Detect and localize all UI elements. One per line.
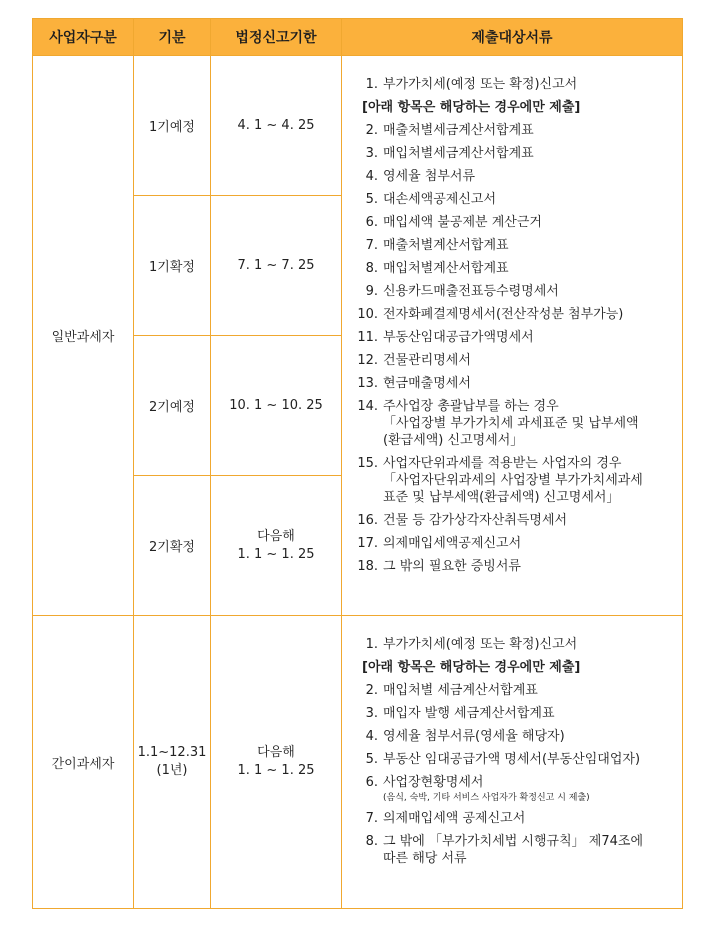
doc-text	[383, 398, 676, 449]
doc-text	[383, 535, 676, 552]
doc-text	[383, 375, 676, 392]
doc-text	[383, 168, 676, 185]
header-documents: 제출대상서류	[342, 19, 683, 56]
general-row-1	[33, 56, 683, 196]
doc-line: 의제매입세액 공제신고서	[383, 811, 526, 826]
deadline-cell: 4. 1 ~ 4. 25	[211, 56, 342, 196]
doc-line: 그 밖의 필요한 증빙서류	[383, 559, 521, 574]
doc-number: 6.	[365, 775, 378, 790]
doc-number: 8.	[365, 261, 378, 276]
doc-text	[383, 306, 676, 323]
header-row	[33, 19, 683, 56]
general-doc-18	[356, 558, 676, 575]
deadline-next-year: 다음해	[257, 528, 295, 544]
general-doc-6	[356, 214, 676, 231]
simple-doc-1	[356, 636, 676, 653]
doc-number: 4.	[365, 729, 378, 744]
doc-number: 18.	[357, 559, 378, 574]
doc-text	[383, 237, 676, 254]
header-period: 기분	[134, 19, 211, 56]
general-doc-3	[356, 145, 676, 162]
simple-documents-cell	[342, 616, 683, 909]
doc-line: 매입처별계산서합계표	[383, 261, 509, 276]
doc-line: 건물 등 감가상각자산취득명세서	[383, 513, 568, 528]
doc-line: 현금매출명세서	[383, 376, 471, 391]
general-doc-12	[356, 352, 676, 369]
doc-text	[383, 283, 676, 300]
doc-number: 1.	[365, 637, 378, 652]
simple-doc-3	[356, 705, 676, 722]
doc-text	[383, 728, 676, 745]
doc-line: 사업장현황명세서	[383, 775, 484, 790]
doc-line: 따른 해당 서류	[383, 851, 467, 866]
doc-text	[383, 329, 676, 346]
doc-line: 영세율 첨부서류	[383, 169, 476, 184]
doc-line: 전자화폐결제명세서(전산작성분 첨부가능)	[383, 307, 624, 322]
doc-line: 부동산 임대공급가액 명세서(부동산임대업자)	[383, 752, 641, 767]
doc-text	[383, 705, 676, 722]
deadline-cell	[211, 476, 342, 616]
doc-text	[383, 512, 676, 529]
doc-number: 3.	[365, 706, 378, 721]
simple-taxpayer-cell: 간이과세자	[33, 616, 134, 909]
doc-text	[383, 145, 676, 162]
deadline-cell: 10. 1 ~ 10. 25	[211, 336, 342, 476]
deadline-range: 1. 1 ~ 1. 25	[237, 546, 315, 562]
general-doc-16	[356, 512, 676, 529]
doc-line: 사업자단위과세를 적용받는 사업자의 경우	[383, 456, 622, 471]
simple-doc-4	[356, 728, 676, 745]
deadline-range: 1. 1 ~ 1. 25	[237, 763, 315, 778]
simple-term: 1.1~12.31	[137, 745, 207, 760]
doc-text	[383, 810, 676, 827]
doc-line: 매입세액 불공제분 계산근거	[383, 215, 542, 230]
doc-text	[383, 751, 676, 768]
doc-text: 부가가치세(예정 또는 확정)신고서	[383, 77, 578, 92]
general-doc-15	[356, 455, 676, 506]
doc-number: 15.	[357, 456, 378, 471]
general-doc-7	[356, 237, 676, 254]
general-doc-2	[356, 122, 676, 139]
doc-text: 부가가치세(예정 또는 확정)신고서	[383, 637, 578, 652]
doc-line: 매입처별세금계산서합계표	[383, 146, 534, 161]
period-cell: 1기확정	[134, 196, 211, 336]
simple-term-note: (1년)	[156, 763, 188, 778]
doc-text	[383, 122, 676, 139]
doc-number: 12.	[357, 353, 378, 368]
doc-line: 대손세액공제신고서	[383, 192, 497, 207]
doc-line: 「사업자단위과세의 사업장별 부가가치세과세	[383, 473, 643, 488]
doc-line: 매출처별계산서합계표	[383, 238, 509, 253]
doc-number: 8.	[365, 834, 378, 849]
simple-doc-7	[356, 810, 676, 827]
period-cell: 2기예정	[134, 336, 211, 476]
general-doc-17	[356, 535, 676, 552]
doc-number: 4.	[365, 169, 378, 184]
doc-number: 5.	[365, 752, 378, 767]
general-taxpayer-cell: 일반과세자	[33, 56, 134, 616]
general-doc-10	[356, 306, 676, 323]
doc-number: 7.	[365, 811, 378, 826]
simple-doc-5	[356, 751, 676, 768]
general-doc-1	[356, 76, 676, 93]
doc-number: 13.	[357, 376, 378, 391]
doc-line: 매입처별 세금계산서합계표	[383, 683, 538, 698]
deadline-cell	[211, 616, 342, 909]
doc-number: 2.	[365, 123, 378, 138]
doc-text	[383, 260, 676, 277]
doc-line: 영세율 첨부서류(영세율 해당자)	[383, 729, 565, 744]
general-doc-9	[356, 283, 676, 300]
doc-number: 11.	[357, 330, 378, 345]
general-doc-5	[356, 191, 676, 208]
doc-number: 7.	[365, 238, 378, 253]
doc-number: 17.	[357, 536, 378, 551]
doc-line: 신용카드매출전표등수령명세서	[383, 284, 559, 299]
simple-row	[33, 616, 683, 909]
general-documents-cell	[342, 56, 683, 616]
doc-line: 부동산임대공급가액명세서	[383, 330, 534, 345]
simple-doc-6	[356, 774, 676, 804]
doc-note: (음식, 숙박, 기타 서비스 사업자가 확정신고 시 제출)	[383, 793, 590, 803]
doc-line: 주사업장 총괄납부를 하는 경우	[383, 399, 559, 414]
doc-number: 2.	[365, 683, 378, 698]
doc-number: 3.	[365, 146, 378, 161]
doc-line: 표준 및 납부세액(환급세액) 신고명세서」	[383, 490, 620, 505]
doc-text	[383, 455, 676, 506]
header-business-type: 사업자구분	[33, 19, 134, 56]
doc-line: 매출처별세금계산서합계표	[383, 123, 534, 138]
general-doc-11	[356, 329, 676, 346]
simple-doc-8	[356, 833, 676, 867]
vat-filing-table	[32, 18, 683, 909]
doc-line: 의제매입세액공제신고서	[383, 536, 522, 551]
period-cell: 1기예정	[134, 56, 211, 196]
doc-number: 5.	[365, 192, 378, 207]
doc-number: 10.	[357, 307, 378, 322]
general-doc-8	[356, 260, 676, 277]
doc-text	[383, 352, 676, 369]
doc-line: 「사업장별 부가가치세 과세표준 및 납부세액	[383, 416, 639, 431]
doc-number: 1.	[365, 77, 378, 92]
simple-document-list	[342, 616, 682, 867]
doc-number: 9.	[365, 284, 378, 299]
general-document-list	[342, 56, 682, 575]
doc-text	[383, 774, 676, 804]
period-cell	[134, 616, 211, 909]
deadline-cell: 7. 1 ~ 7. 25	[211, 196, 342, 336]
doc-number: 14.	[357, 399, 378, 414]
simple-doc-2	[356, 682, 676, 699]
doc-text	[383, 191, 676, 208]
doc-line: (환급세액) 신고명세서」	[383, 433, 524, 448]
general-doc-4	[356, 168, 676, 185]
period-cell: 2기확정	[134, 476, 211, 616]
doc-text	[383, 558, 676, 575]
doc-text	[383, 682, 676, 699]
general-doc-14	[356, 398, 676, 449]
conditional-heading: [아래 항목은 해당하는 경우에만 제출]	[362, 100, 581, 115]
doc-number: 6.	[365, 215, 378, 230]
doc-line: 건물관리명세서	[383, 353, 471, 368]
doc-number: 16.	[357, 513, 378, 528]
doc-line: 매입자 발행 세금계산서합계표	[383, 706, 555, 721]
doc-text	[383, 833, 676, 867]
doc-line: 그 밖에 「부가가치세법 시행규칙」 제74조에	[383, 834, 643, 849]
general-doc-13	[356, 375, 676, 392]
deadline-next-year: 다음해	[257, 745, 295, 760]
doc-text	[383, 214, 676, 231]
header-deadline: 법정신고기한	[211, 19, 342, 56]
conditional-heading: [아래 항목은 해당하는 경우에만 제출]	[362, 660, 581, 675]
